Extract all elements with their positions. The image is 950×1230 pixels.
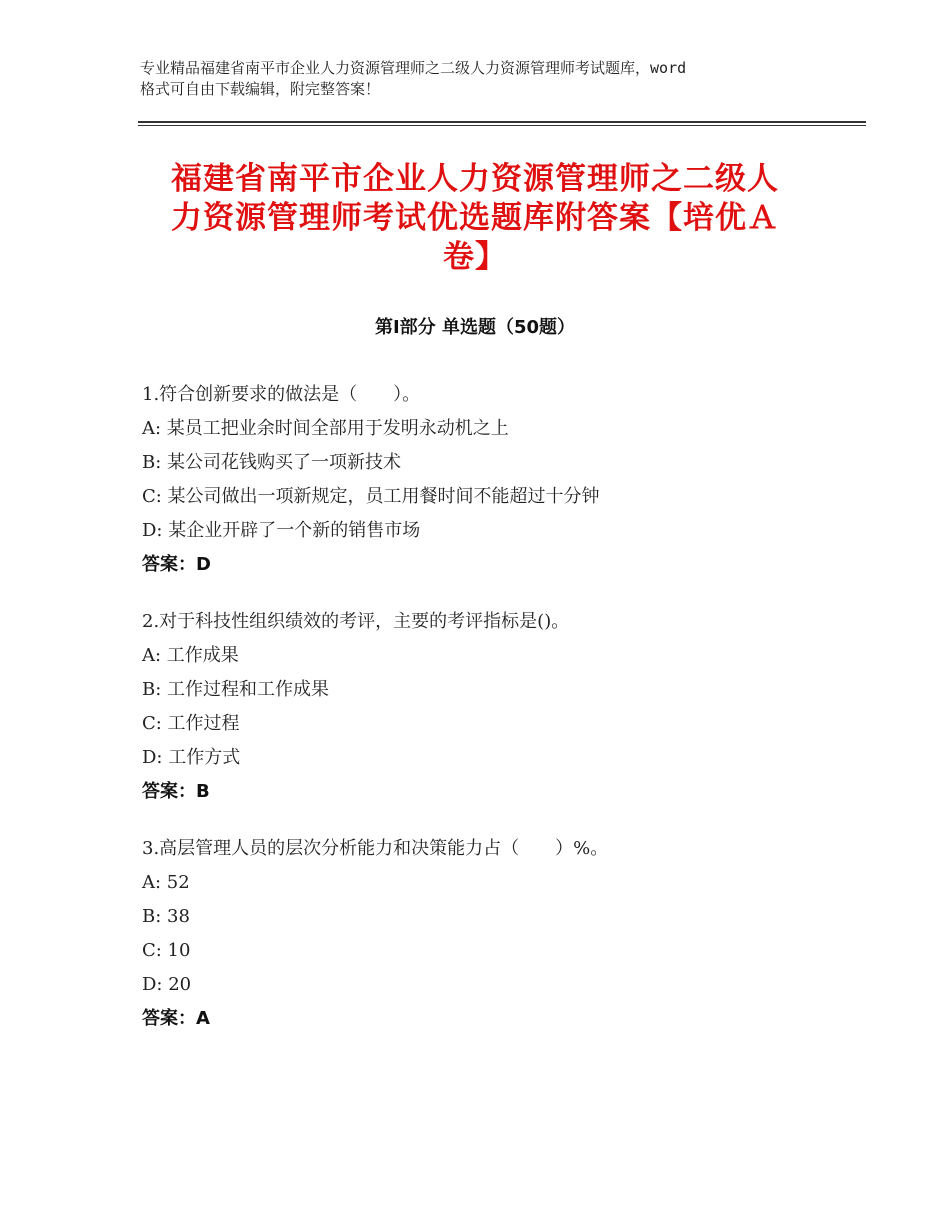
question-list: [142, 383, 842, 1064]
header-note: [140, 58, 820, 100]
header-note-line-1: 专业精品福建省南平市企业人力资源管理师之二级人力资源管理师考试题库，word: [140, 59, 687, 77]
option-d: D: 某企业开辟了一个新的销售市场: [142, 520, 421, 541]
question-2: [142, 610, 842, 804]
document-title-line-1: 福建省南平市企业人力资源管理师之二级人: [171, 161, 779, 197]
header-note-line-2: 格式可自由下载编辑，附完整答案！: [140, 80, 381, 98]
question-stem: 2.对于科技性组织绩效的考评，主要的考评指标是()。: [142, 611, 570, 632]
option-a: A: 工作成果: [142, 645, 239, 666]
question-3: [142, 837, 842, 1031]
header-divider-thin: [138, 125, 866, 126]
section-title: 第Ⅰ部分 单选题（50题）: [374, 317, 575, 338]
option-b: B: 某公司花钱购买了一项新技术: [142, 452, 402, 473]
option-c: C: 某公司做出一项新规定，员工用餐时间不能超过十分钟: [142, 486, 600, 507]
question-1: [142, 383, 842, 577]
option-a: A: 52: [142, 872, 190, 893]
answer-label: 答案：B: [142, 781, 210, 802]
option-d: D: 20: [142, 974, 192, 995]
option-d: D: 工作方式: [142, 747, 241, 768]
question-stem: 1.符合创新要求的做法是（ ）。: [142, 384, 421, 405]
document-title-line-3: 卷】: [443, 239, 507, 275]
option-c: C: 10: [142, 940, 191, 961]
option-b: B: 38: [142, 906, 190, 927]
option-c: C: 工作过程: [142, 713, 240, 734]
question-stem: 3.高层管理人员的层次分析能力和决策能力占（ ）%。: [142, 838, 609, 859]
header-divider-thick: [138, 121, 866, 123]
document-title-line-2: 力资源管理师考试优选题库附答案【培优Ａ: [171, 200, 779, 236]
answer-label: 答案：A: [142, 1008, 210, 1029]
document-title: [130, 160, 820, 277]
option-a: A: 某员工把业余时间全部用于发明永动机之上: [142, 418, 509, 439]
answer-label: 答案：D: [142, 554, 211, 575]
option-b: B: 工作过程和工作成果: [142, 679, 330, 700]
